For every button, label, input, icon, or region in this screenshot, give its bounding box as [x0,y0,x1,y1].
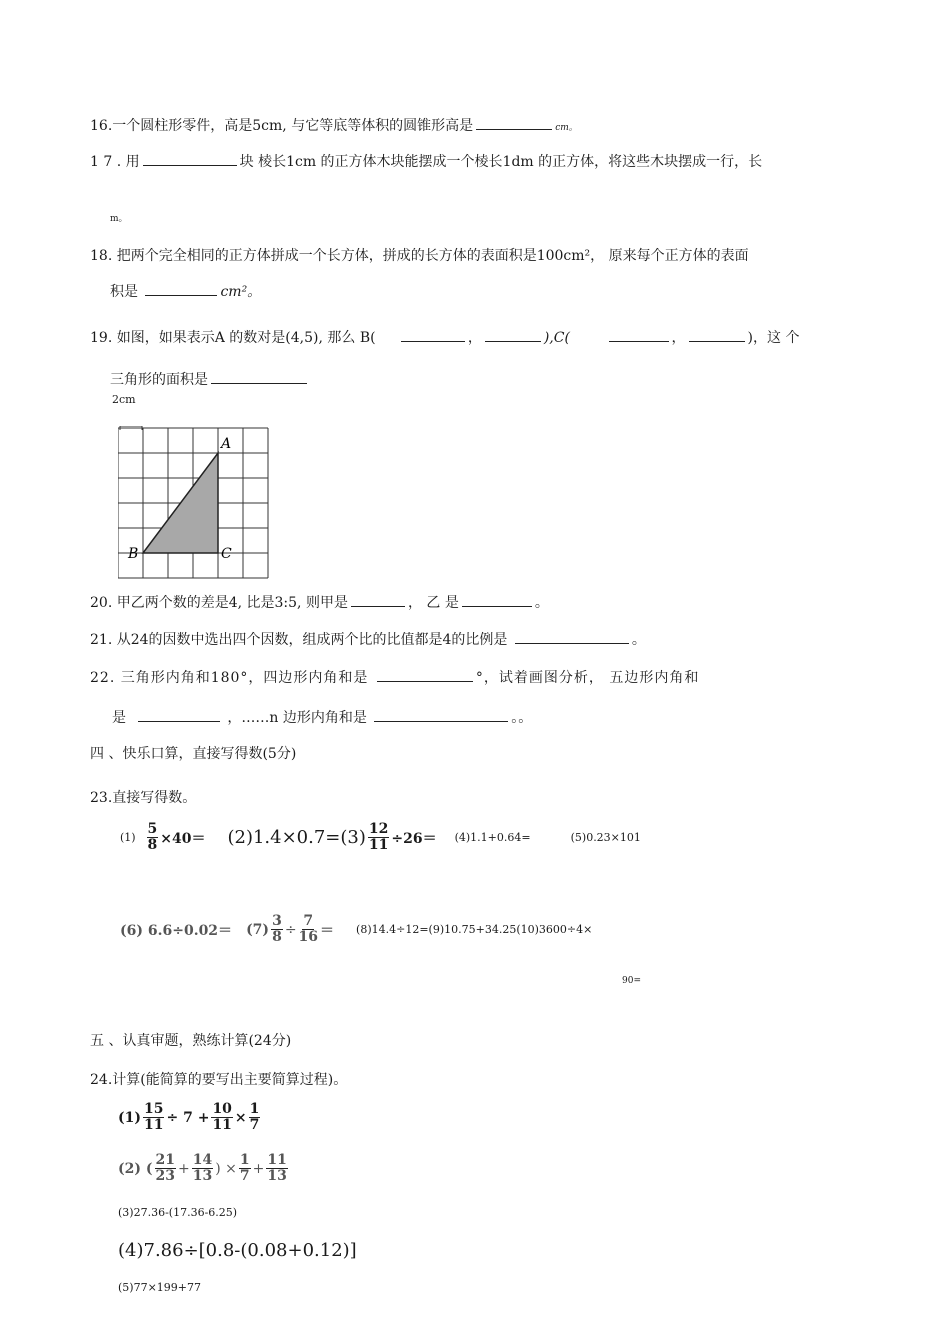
q24-p2-fraction-3 [239,1153,251,1184]
frac-denominator: 13 [192,1168,213,1184]
q23-item-7-fraction-1 [271,914,283,945]
q24-problem-4: (4)7.86÷[0.8-(0.08+0.12)] [118,1240,357,1261]
frac-denominator: 7 [249,1117,260,1133]
frac-numerator: 12 [368,821,389,837]
q24-problem-2 [118,1153,290,1184]
q16-answer-blank[interactable] [476,115,552,130]
q22-prefix: 22. 三角形内角和180°，四边形内角和是 [90,670,369,686]
q18-cont-prefix: 积是 [110,284,138,300]
q19-comma-1: ， [467,330,482,346]
frac-numerator: 15 [144,1101,164,1117]
frac-denominator: 11 [368,837,389,853]
q19-continuation [110,369,310,389]
q23-item-1-rest: ×40＝ [160,830,206,847]
q23-item-3-rest: ÷26＝ [391,830,437,847]
q22-cont-prefix: 是 [112,710,126,726]
frac-denominator: 8 [272,929,282,945]
section-5-heading: 五 、认真审题，熟练计算(24分) [90,1033,292,1049]
section-4-heading: 四 、快乐口算，直接写得数(5分) [90,746,297,762]
q23-item-2: (2)1.4×0.7=(3) [227,827,366,848]
q21-prefix: 21. 从24的因数中选出四个因数，组成两个比的比值都是4的比例是 [90,632,508,648]
q23-item-7-op: ÷ [284,921,297,938]
q24-p2-op-1: + [177,1160,190,1177]
question-18: 18. 把两个完全相同的正方体拼成一个长方体，拼成的长方体的表面积是100cm²， 原来每个正方体的表面 [90,248,749,264]
q23-item-7-label: (7) [246,921,270,938]
q23-item-5: (5)0.23×101 [570,831,641,844]
q16-text: 16.一个圆柱形零件，高是5cm, 与它等底等体积的圆锥形高是 [90,118,474,134]
q23-item-4: (4)1.1+0.64= [454,831,531,844]
q19-scale-label: 2cm [112,393,136,406]
q21-end: 。 [631,632,646,648]
frac-numerator: 5 [147,821,158,837]
frac-numerator: 1 [249,1101,260,1117]
q24-p2-fraction-1 [155,1153,176,1184]
point-a-label: A [221,436,232,452]
q23-row-2 [120,914,592,945]
q20-prefix: 20. 甲乙两个数的差是4, 比是3:5, 则甲是 [90,595,348,611]
question-16 [90,115,578,135]
question-19 [90,327,799,347]
q19-suffix: )，这 个 [747,330,800,346]
q24-p1-fraction-1 [143,1102,164,1133]
q23-item-3-fraction [368,822,389,853]
q23-row-1 [120,822,641,853]
grid-svg [118,426,270,580]
q19-prefix: 19. 如图，如果表示A 的数对是(4,5), 那么 B( [90,330,376,346]
question-22 [90,667,699,687]
q24-p1-fraction-2 [211,1102,232,1133]
q19-b-x-blank[interactable] [401,327,465,342]
frac-numerator: 1 [239,1152,250,1168]
q21-blank[interactable] [515,629,629,644]
q24-p1-fraction-3 [249,1102,261,1133]
frac-numerator: 11 [267,1152,287,1168]
q18-unit: cm²。 [220,284,262,300]
question-24-title: 24.计算(能简算的要写出主要简算过程)。 [90,1072,348,1088]
q22-cont-end: 。。 [511,710,533,726]
q24-problem-5: (5)77×199+77 [118,1281,202,1294]
frac-denominator: 11 [212,1117,232,1133]
question-21 [90,629,646,649]
frac-denominator: 13 [267,1168,287,1184]
q19-grid-figure [118,426,270,584]
q23-item-6: (6) 6.6÷0.02＝ [120,922,233,939]
q23-item-7-fraction-2 [299,914,318,945]
q17-prefix: 1 7 . 用 [90,154,140,170]
q24-p1-label: (1) [118,1109,141,1126]
q17-continuation: m。 [110,214,128,224]
frac-denominator: 7 [239,1168,250,1184]
q17-answer-blank[interactable] [143,151,237,166]
q19-b-y-blank[interactable] [485,327,541,342]
question-17 [90,151,762,171]
frac-numerator: 14 [192,1152,213,1168]
q22-n-blank[interactable] [374,707,508,722]
point-c-label: C [221,546,232,562]
question-20 [90,592,549,612]
point-b-label: B [128,546,139,562]
frac-numerator: 10 [212,1101,232,1117]
q24-problem-1 [118,1102,262,1133]
q18-answer-blank[interactable] [145,281,217,296]
q20-a-blank[interactable] [351,592,405,607]
q23-item-7-eq: ＝ [320,922,335,939]
q22-continuation [112,707,532,727]
q18-continuation [110,281,261,301]
q17-suffix: 块 棱长1cm 的正方体木块能摆成一个棱长1dm 的正方体，将这些木块摆成一行，长 [239,154,763,170]
q23-item-1-label: (1) [120,831,136,844]
q19-mid: ),C( [543,330,570,346]
q24-p2-op-2: ) × [215,1160,237,1177]
q24-p1-op-1: ÷ 7 + [166,1109,210,1126]
q23-items-8-10: (8)14.4÷12=(9)10.75+34.25(10)3600÷4× [356,923,593,936]
frac-numerator: 21 [155,1152,175,1168]
q22-suffix: °，试着画图分析， 五边形内角和 [475,670,700,686]
q24-p2-fraction-2 [192,1153,213,1184]
frac-numerator: 7 [303,913,314,929]
q19-area-blank[interactable] [211,369,307,384]
q23-row-2-continuation: 90= [622,976,641,986]
q20-mid: ， 乙 是 [407,595,459,611]
q19-cont-text: 三角形的面积是 [110,372,208,388]
frac-denominator: 11 [144,1117,164,1133]
frac-numerator: 3 [272,913,282,929]
q23-item-1-fraction [147,822,159,853]
q24-p2-op-3: + [252,1160,265,1177]
q22-penta-blank[interactable] [138,707,220,722]
frac-denominator: 16 [298,929,319,945]
frac-denominator: 8 [147,837,158,853]
q24-problem-3: (3)27.36-(17.36-6.25) [118,1206,238,1219]
question-23-title: 23.直接写得数。 [90,790,197,806]
q20-b-blank[interactable] [462,592,532,607]
frac-denominator: 23 [155,1168,175,1184]
q24-p2-label: (2) ( [118,1160,153,1177]
q20-end: 。 [534,595,549,611]
q19-c-x-blank[interactable] [609,327,669,342]
q22-quad-blank[interactable] [377,667,473,682]
q22-cont-mid: ，……n 边形内角和是 [227,710,367,726]
q16-unit: cm。 [555,123,578,133]
q24-p1-op-2: × [234,1109,247,1126]
q24-p2-fraction-4 [266,1153,287,1184]
q19-comma-2: ， [671,330,686,346]
q19-c-y-blank[interactable] [689,327,745,342]
